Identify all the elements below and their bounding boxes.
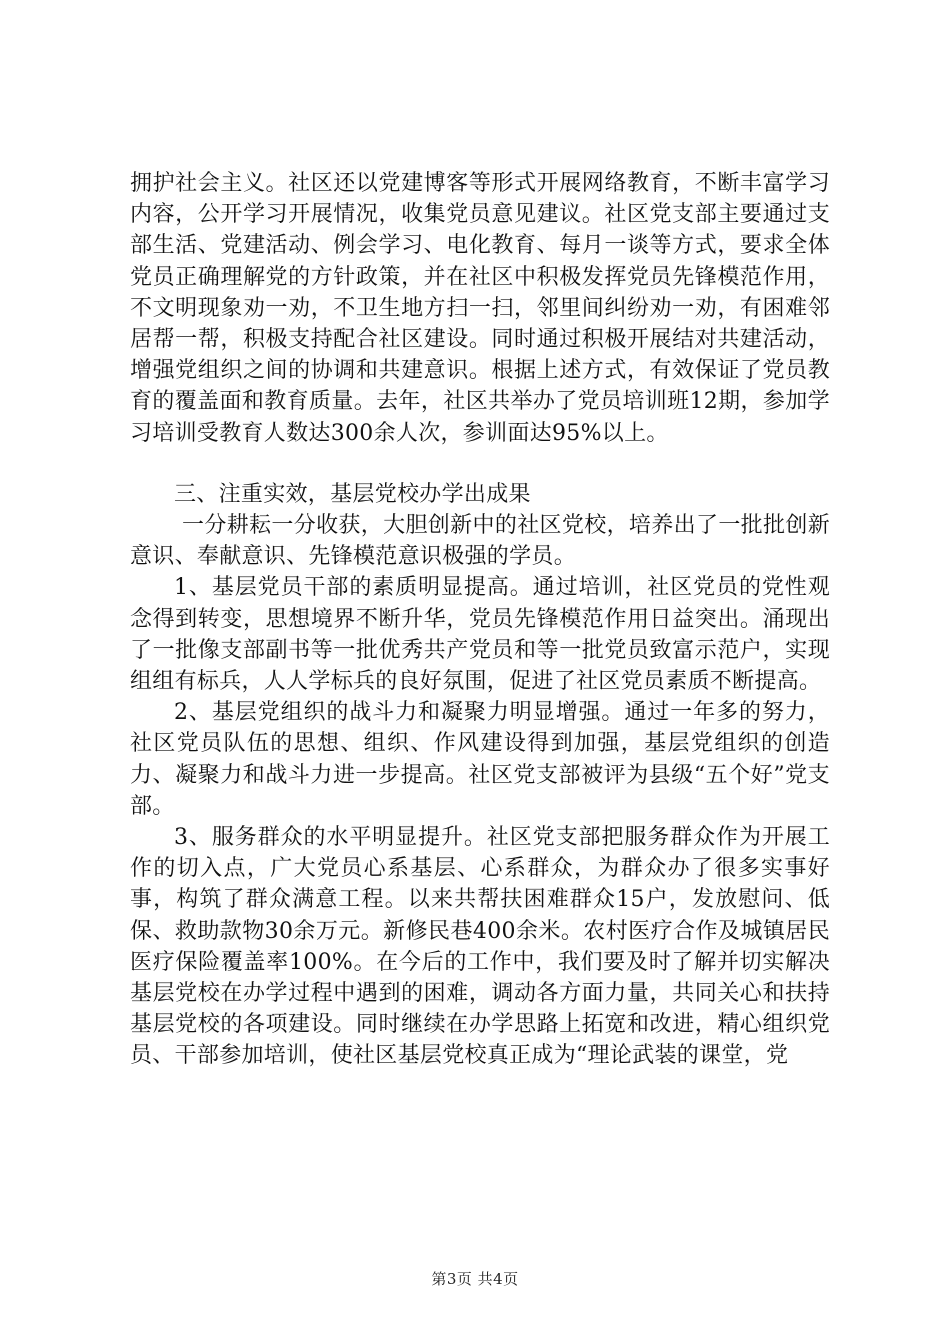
- paragraph-continuation: 拥护社会主义。社区还以党建博客等形式开展网络教育，不断丰富学习内容，公开学习开展情况，收集党员意见建议。社区党支部主要通过支部生活、党建活动、例会学习、电化教育、每月一谈等方式，要求全体党员正确理解党的方针政策，并在社区中积极发挥党员先锋模范作用，不文明现象劝一劝，不卫生地方扫一扫，邻里间纠纷劝一劝，有困难邻居帮一帮，积极支持配合社区建设。同时通过积极开展结对共建活动，增强党组织之间的协调和共建意识。根据上述方式，有效保证了党员教育的覆盖面和教育质量。去年，社区共举办了党员培训班12期，参加学习培训受教育人数达300余人次，参训面达95%以上。: [130, 171, 830, 446]
- section-heading: 三、注重实效，基层党校办学出成果: [174, 481, 531, 507]
- paragraph-intro: 一分耕耘一分收获，大胆创新中的社区党校，培养出了一批批创新意识、奉献意识、先锋模范意识极强的学员。: [130, 513, 830, 570]
- paragraph-item-3: 3、服务群众的水平明显提升。社区党支部把服务群众作为开展工作的切入点，广大党员心系基层、心系群众，为群众办了很多实事好事，构筑了群众满意工程。以来共帮扶困难群众15户，发放慰问、低保、救助款物30余万元。新修民巷400余米。农村医疗合作及城镇居民医疗保险覆盖率100%。在今后的工作中，我们要及时了解并切实解决基层党校在办学过程中遇到的困难，调动各方面力量，共同关心和扶持基层党校的各项建设。同时继续在办学思路上拓宽和改进，精心组织党员、干部参加培训，使社区基层党校真正成为“理论武装的课堂，党: [130, 825, 830, 1069]
- page-footer: 第3页 共4页: [431, 1270, 519, 1288]
- paragraph-item-2: 2、基层党组织的战斗力和凝聚力明显增强。通过一年多的努力，社区党员队伍的思想、组织、作风建设得到加强，基层党组织的创造力、凝聚力和战斗力进一步提高。社区党支部被评为县级“五个好”党支部。: [130, 700, 830, 819]
- paragraph-item-1: 1、基层党员干部的素质明显提高。通过培训，社区党员的党性观念得到转变，思想境界不断升华，党员先锋模范作用日益突出。涌现出了一批像支部副书等一批优秀共产党员和等一批党员致富示范户，实现组组有标兵，人人学标兵的良好氛围，促进了社区党员素质不断提高。: [130, 575, 830, 695]
- document-body: [130, 168, 830, 1072]
